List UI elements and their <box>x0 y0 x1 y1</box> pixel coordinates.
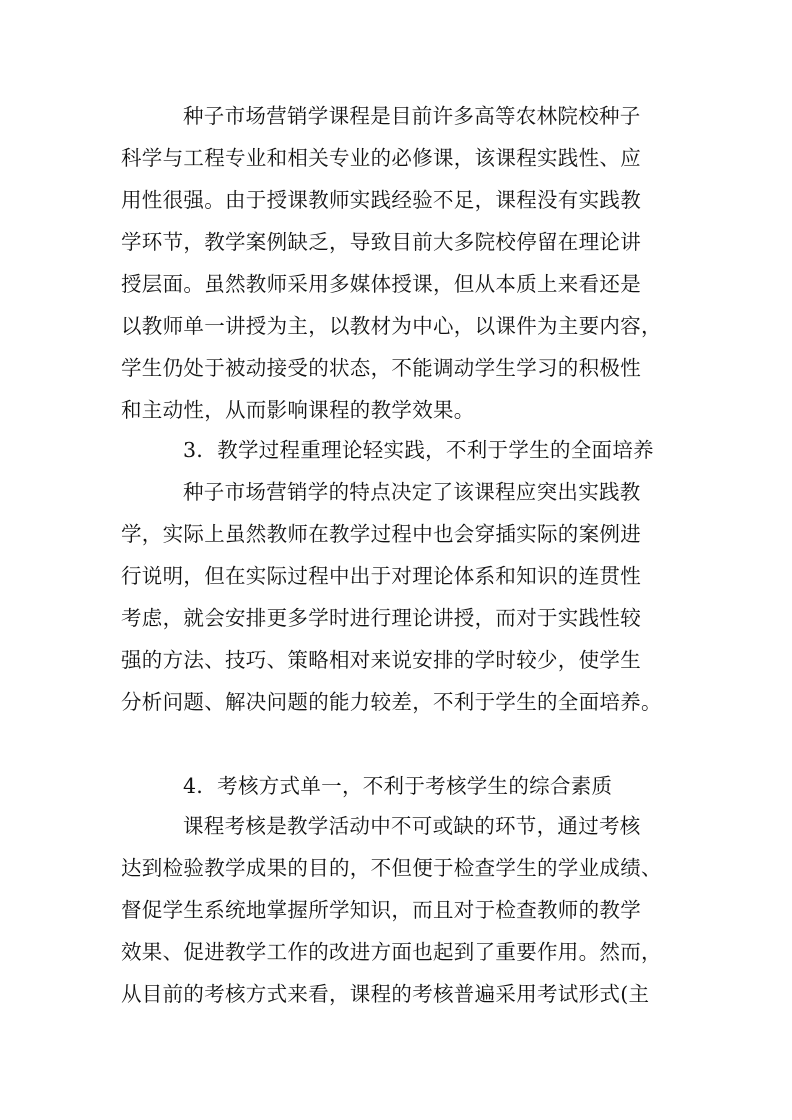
paragraph-line: 达到检验教学成果的目的，不但便于检查学生的学业成绩、 <box>121 856 662 880</box>
paragraph-line: 考虑，就会安排更多学时进行理论讲授，而对于实践性较 <box>121 606 641 630</box>
paragraph-line: 种子市场营销学的特点决定了该课程应突出实践教 <box>183 480 641 504</box>
section-heading-4: 4．考核方式单一，不利于考核学生的综合素质 <box>183 774 613 798</box>
paragraph-line: 学，实际上虽然教师在教学过程中也会穿插实际的案例进 <box>121 522 641 546</box>
paragraph-line: 用性很强。由于授课教师实践经验不足，课程没有实践教 <box>121 188 641 212</box>
paragraph-line: 分析问题、解决问题的能力较差，不利于学生的全面培养。 <box>121 690 662 714</box>
paragraph-line: 效果、促进教学工作的改进方面也起到了重要作用。然而， <box>121 940 662 964</box>
section-heading-3: 3．教学过程重理论轻实践，不利于学生的全面培养 <box>183 438 654 462</box>
paragraph-line: 从目前的考核方式来看，课程的考核普遍采用考试形式(主 <box>121 982 650 1006</box>
paragraph-line: 督促学生系统地掌握所学知识，而且对于检查教师的教学 <box>121 898 641 922</box>
paragraph-line: 课程考核是教学活动中不可或缺的环节，通过考核 <box>183 814 641 838</box>
paragraph-line: 学生仍处于被动接受的状态，不能调动学生学习的积极性 <box>121 356 641 380</box>
paragraph-line: 行说明，但在实际过程中出于对理论体系和知识的连贯性 <box>121 564 641 588</box>
paragraph-line: 学环节，教学案例缺乏，导致目前大多院校停留在理论讲 <box>121 230 641 254</box>
paragraph-line: 授层面。虽然教师采用多媒体授课，但从本质上来看还是 <box>121 272 641 296</box>
paragraph-line: 以教师单一讲授为主，以教材为中心，以课件为主要内容， <box>121 314 662 338</box>
paragraph-line: 种子市场营销学课程是目前许多高等农林院校种子 <box>183 104 641 128</box>
paragraph-line: 科学与工程专业和相关专业的必修课，该课程实践性、应 <box>121 146 641 170</box>
paragraph-line: 和主动性，从而影响课程的教学效果。 <box>121 398 475 422</box>
paragraph-line: 强的方法、技巧、策略相对来说安排的学时较少，使学生 <box>121 648 641 672</box>
